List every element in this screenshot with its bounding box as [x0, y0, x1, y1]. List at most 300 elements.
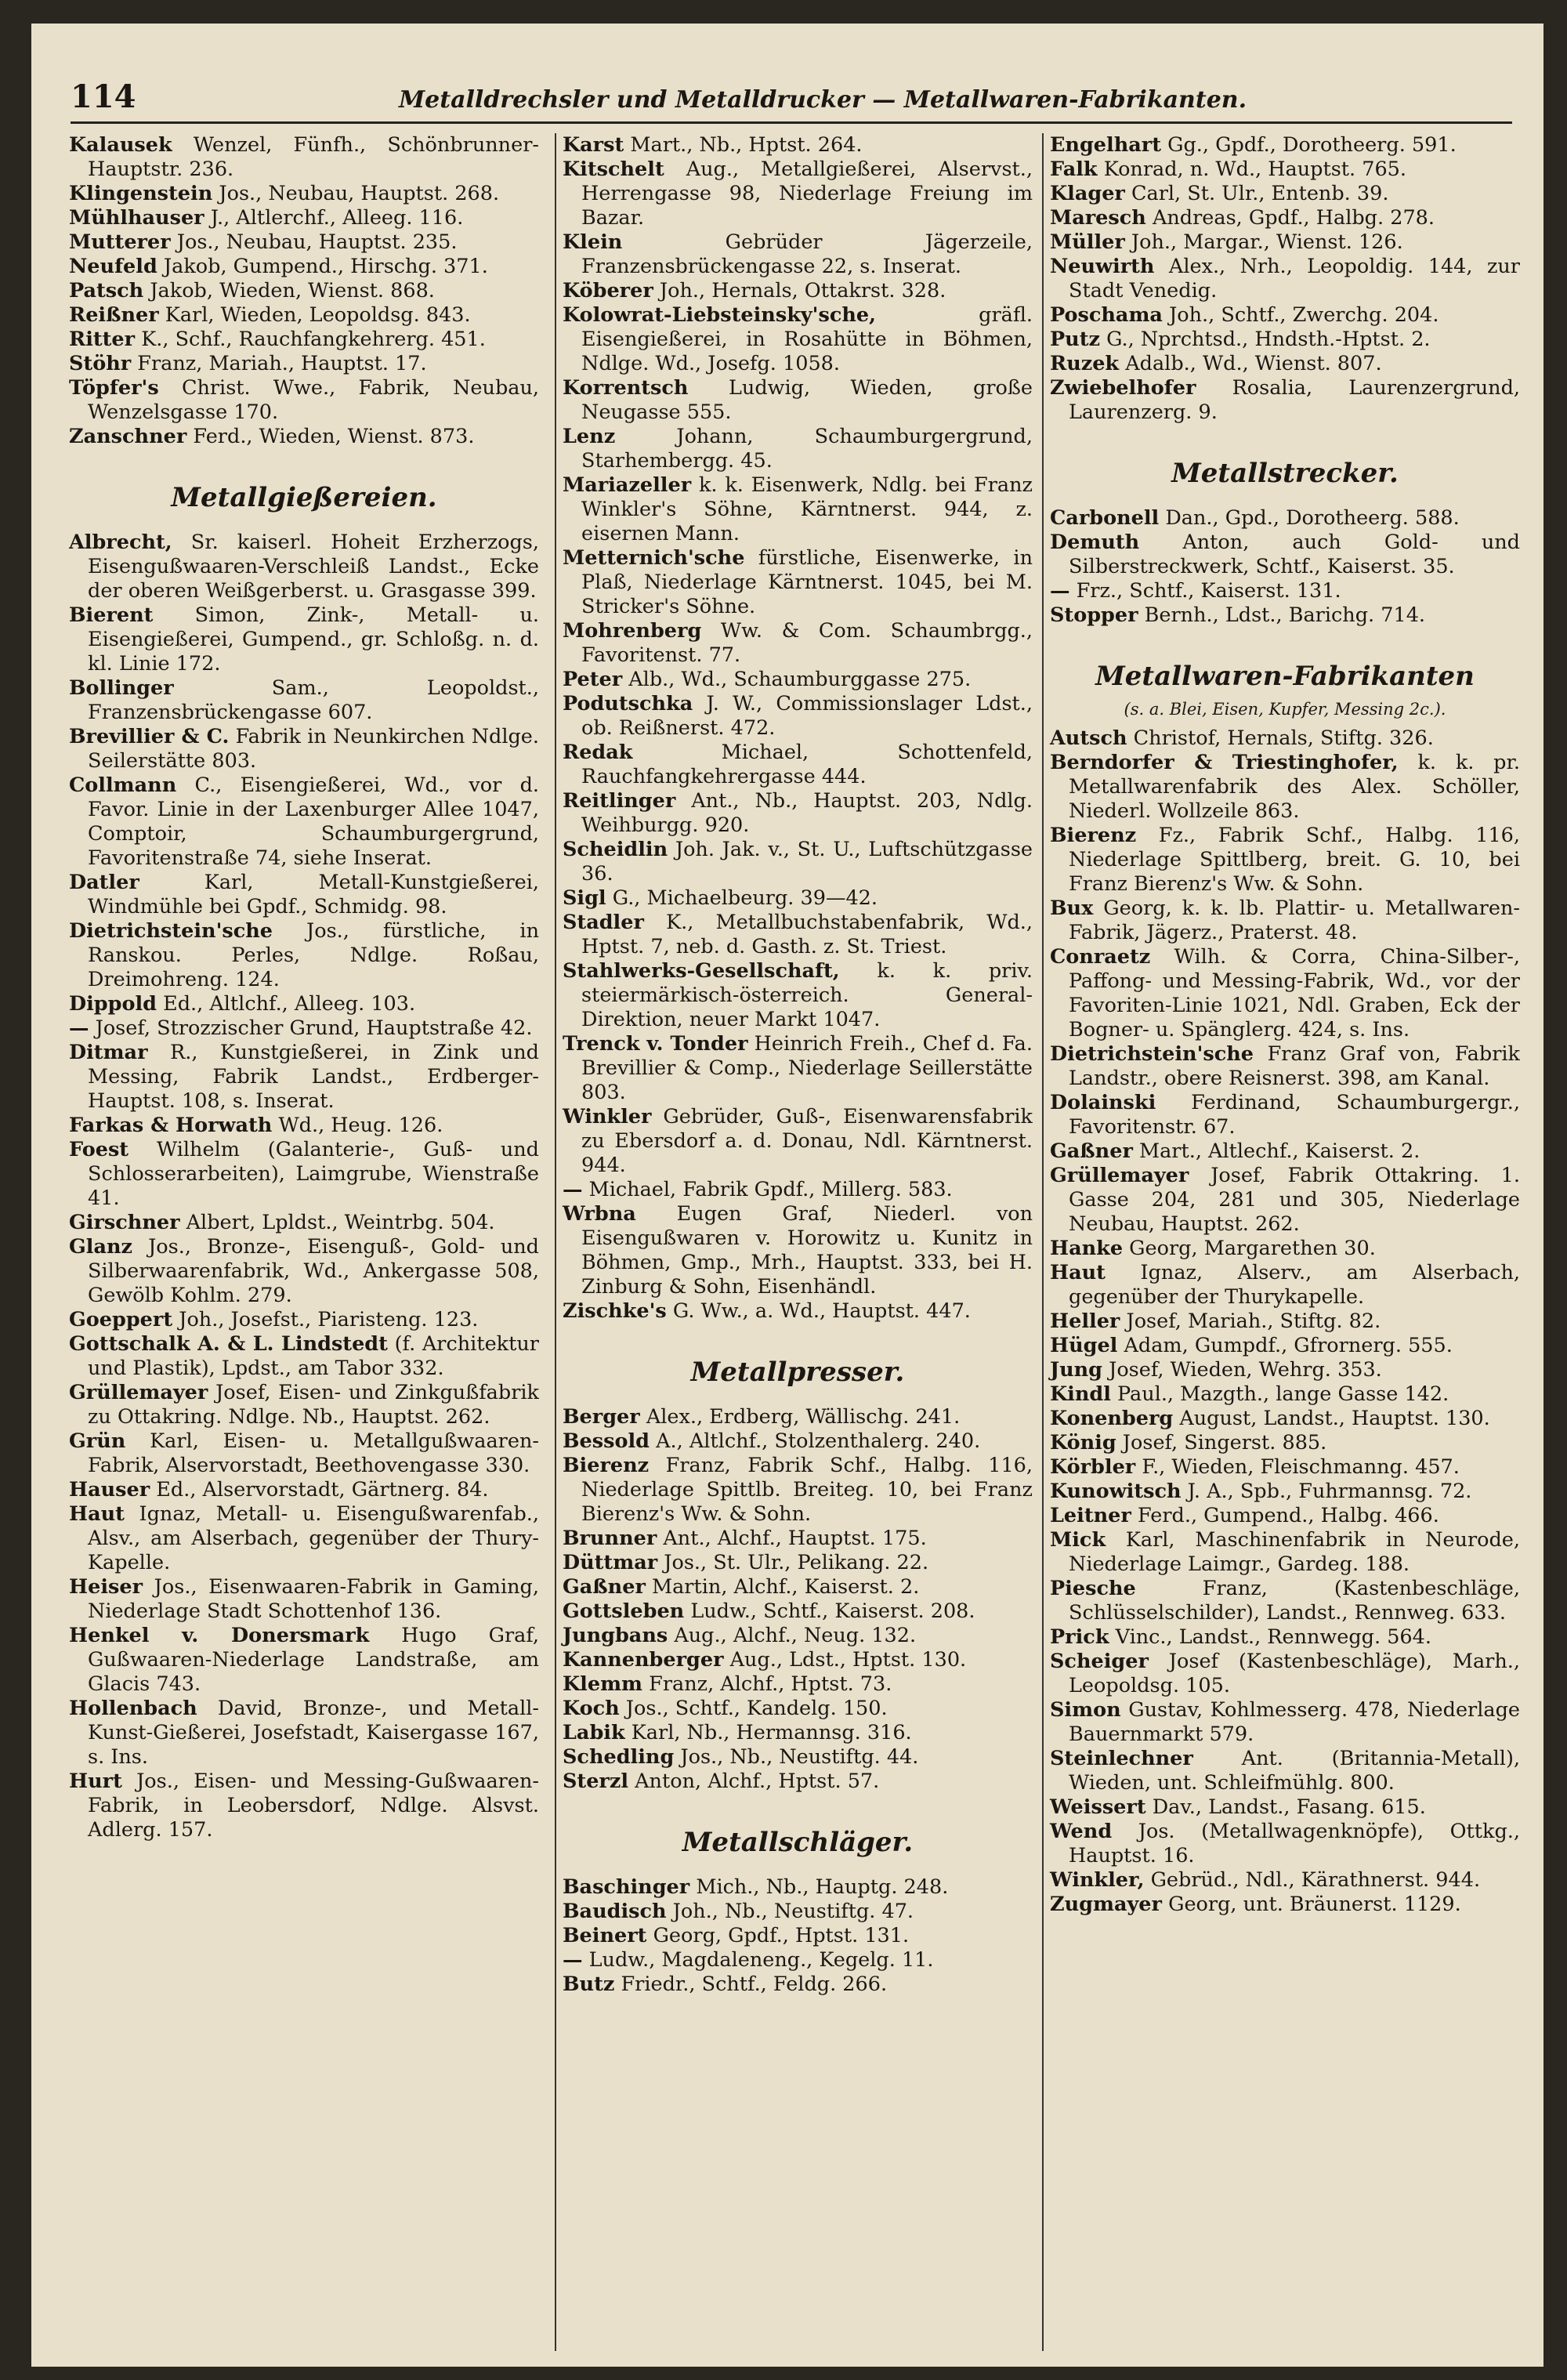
- directory-entry: [69, 182, 539, 206]
- entry-name: Winkler,: [1050, 1868, 1145, 1892]
- entry-name: Neuwirth: [1050, 255, 1155, 278]
- directory-entry: [1050, 352, 1520, 376]
- entry-name: Girschner: [69, 1211, 180, 1234]
- directory-entry: [1050, 182, 1520, 206]
- directory-entry: [69, 1697, 539, 1770]
- entry-name: Zugmayer: [1050, 1893, 1162, 1916]
- directory-entry: [69, 1429, 539, 1478]
- directory-entry: [563, 1575, 1033, 1599]
- entry-name: Conraetz: [1050, 945, 1151, 969]
- entry-name: Kannenberger: [563, 1648, 724, 1672]
- directory-entry: [69, 1624, 539, 1697]
- entry-details: Wd., Heug. 126.: [278, 1114, 443, 1137]
- entry-name: Metternich'sche: [563, 546, 745, 570]
- directory-entry: [69, 230, 539, 255]
- directory-entry: [1050, 1698, 1520, 1747]
- entry-name: Labik: [563, 1721, 625, 1744]
- directory-entry: [69, 919, 539, 992]
- entry-name: Hollenbach: [69, 1697, 197, 1720]
- directory-entry: [563, 1454, 1033, 1527]
- entry-details: Sr. kaiserl. Hoheit Erzherzogs, Eisengußwaaren-Verschleiß Landst., Ecke der oberen Weißgerberst. u. Grasgasse 399.: [88, 531, 539, 603]
- directory-entry: [1050, 255, 1520, 303]
- entry-name: Heiser: [69, 1575, 143, 1599]
- entry-details: Gebrüd., Ndl., Kärathnerst. 944.: [1150, 1868, 1481, 1892]
- entry-details: k. k. priv. steiermärkisch-österreich. General-Direktion, neuer Markt 1047.: [581, 959, 1033, 1031]
- entry-name: Podutschka: [563, 692, 693, 715]
- entry-details: Karl, Eisen- u. Metallgußwaaren-Fabrik, Alservorstadt, Beethovengasse 330.: [88, 1429, 539, 1477]
- entry-details: Ferdinand, Schaumburgergr., Favoritenstr. 67.: [1069, 1091, 1520, 1139]
- entry-details: Aug., Ldst., Hptst. 130.: [729, 1648, 967, 1672]
- directory-entry: [1050, 1650, 1520, 1698]
- directory-entry: [1050, 1528, 1520, 1577]
- entry-details: Franz, Mariah., Hauptst. 17.: [137, 352, 427, 375]
- entry-name: Butz: [563, 1972, 615, 1996]
- section-heading: Metallschläger.: [682, 1827, 914, 1858]
- directory-entry: [1050, 1868, 1520, 1893]
- entry-details: Alex., Nrh., Leopoldig. 144, zur Stadt Venedig.: [1069, 255, 1520, 302]
- entry-name: Stopper: [1050, 603, 1138, 627]
- directory-entry: [1050, 1310, 1520, 1334]
- directory-entry: [563, 1948, 1033, 1972]
- entry-name: Neufeld: [69, 255, 157, 278]
- entry-details: Andreas, Gpdf., Halbg. 278.: [1152, 206, 1435, 230]
- directory-entry: [1050, 376, 1520, 425]
- entry-details: Fz., Fabrik Schf., Halbg. 116, Niederlage Spittlberg, breit. G. 10, bei Franz Bierenz's Ww. & Sohn.: [1069, 824, 1520, 896]
- entry-name: Bux: [1050, 897, 1094, 920]
- directory-entry: [69, 1016, 539, 1041]
- entry-name: Hauser: [69, 1478, 150, 1502]
- entry-name: Prick: [1050, 1625, 1109, 1649]
- directory-entry: [69, 206, 539, 230]
- entry-name: Reißner: [69, 303, 159, 327]
- entry-details: Jos., Neubau, Hauptst. 268.: [219, 182, 500, 205]
- directory-entry: [1050, 1164, 1520, 1237]
- entry-name: Zanschner: [69, 425, 187, 448]
- entry-details: Joh., Josefst., Piaristeng. 123.: [179, 1308, 479, 1331]
- directory-entry: [1050, 206, 1520, 230]
- entry-details: Jos., Neubau, Hauptst. 235.: [176, 230, 458, 254]
- directory-entry: [1050, 726, 1520, 751]
- entry-name: Baschinger: [563, 1875, 690, 1899]
- entry-details: Bernh., Ldst., Barichg. 714.: [1144, 603, 1426, 627]
- entry-name: Falk: [1050, 158, 1098, 181]
- entry-details: Gebrüder Jägerzeile, Franzensbrückengasse 22, s. Inserat.: [581, 230, 1033, 278]
- directory-entry: [69, 279, 539, 303]
- directory-entry: [69, 425, 539, 449]
- directory-entry: [1050, 158, 1520, 182]
- entry-details: Joh., Schtf., Zwerchg. 204.: [1169, 303, 1439, 327]
- directory-entry: [563, 546, 1033, 619]
- entry-name: Engelhart: [1050, 133, 1161, 157]
- entry-details: Ant., Alchf., Hauptst. 175.: [663, 1527, 927, 1550]
- entry-name: Baudisch: [563, 1900, 667, 1923]
- directory-entry: [69, 1235, 539, 1308]
- entry-details: Konrad, n. Wd., Hauptst. 765.: [1103, 158, 1407, 181]
- entry-name: Töpfer's: [69, 376, 159, 400]
- entry-details: Jakob, Gumpend., Hirschg. 371.: [163, 255, 488, 278]
- directory-entry: [563, 1900, 1033, 1924]
- entry-name: Mutterer: [69, 230, 171, 254]
- entry-name: Jung: [1050, 1358, 1102, 1382]
- entry-name: Klager: [1050, 182, 1125, 205]
- entry-details: Franz Graf von, Fabrik Landstr., obere Reisnerst. 398, am Kanal.: [1069, 1042, 1520, 1090]
- directory-entry: [1050, 945, 1520, 1042]
- directory-entry: [563, 1770, 1033, 1794]
- entry-details: Carl, St. Ulr., Entenb. 39.: [1131, 182, 1389, 205]
- entry-name: Sterzl: [563, 1770, 629, 1793]
- entry-name: Wrbna: [563, 1202, 636, 1226]
- section-heading: Metallstrecker.: [1171, 458, 1399, 489]
- column-2: [555, 133, 1033, 2351]
- entry-details: Frz., Schtf., Kaiserst. 131.: [1076, 579, 1341, 603]
- directory-entry: [563, 1032, 1033, 1105]
- directory-entry: [69, 871, 539, 919]
- entry-details: Dav., Landst., Fasang. 615.: [1152, 1795, 1426, 1819]
- directory-entry: [563, 668, 1033, 692]
- directory-entry: [563, 1178, 1033, 1202]
- entry-name: Haut: [1050, 1261, 1106, 1284]
- entry-details: Ww. & Com. Schaumbrgg., Favoritenst. 77.: [581, 619, 1033, 667]
- entry-name: Albrecht,: [69, 531, 172, 554]
- entry-name: Dippold: [69, 992, 157, 1016]
- directory-entry: [1050, 531, 1520, 579]
- directory-entry: [563, 959, 1033, 1032]
- entry-details: Ed., Alservorstadt, Gärtnerg. 84.: [156, 1478, 489, 1502]
- entry-details: Anton, auch Gold- und Silberstreckwerk, Schtf., Kaiserst. 35.: [1069, 531, 1520, 578]
- entry-name: Schedling: [563, 1745, 675, 1769]
- entry-name: Klingenstein: [69, 182, 213, 205]
- entry-name: Trenck v. Tonder: [563, 1032, 748, 1056]
- entry-name: —: [69, 1016, 89, 1040]
- entry-name: Brevillier & C.: [69, 725, 230, 748]
- directory-entry: [563, 1648, 1033, 1672]
- directory-entry: [1050, 230, 1520, 255]
- entry-details: Ferd., Wieden, Wienst. 873.: [193, 425, 475, 448]
- entry-details: Ed., Altlchf., Alleeg. 103.: [163, 992, 416, 1016]
- directory-entry: [1050, 1747, 1520, 1795]
- directory-entry: [563, 1972, 1033, 1997]
- directory-entry: [563, 741, 1033, 789]
- entry-name: Klein: [563, 230, 623, 254]
- directory-entry: [1050, 1577, 1520, 1625]
- directory-entry: [563, 1924, 1033, 1948]
- entry-details: Joh., Hernals, Ottakrst. 328.: [659, 279, 946, 302]
- directory-entry: [563, 1624, 1033, 1648]
- entry-name: Berndorfer & Triestinghofer,: [1050, 751, 1399, 774]
- entry-details: Hugo Graf, Gußwaaren-Niederlage Landstraße, am Glacis 743.: [88, 1624, 539, 1696]
- entry-name: Simon: [1050, 1698, 1121, 1722]
- directory-entry: [69, 1308, 539, 1332]
- column-3: [1042, 133, 1520, 2351]
- directory-entry: [1050, 1893, 1520, 1917]
- entry-name: Goeppert: [69, 1308, 173, 1331]
- entry-details: Karl, Maschinenfabrik in Neurode, Niederlage Laimgr., Gardeg. 188.: [1069, 1528, 1520, 1576]
- entry-name: Dolainski: [1050, 1091, 1156, 1114]
- entry-details: Jos. (Metallwagenknöpfe), Ottkg., Hauptst. 16.: [1069, 1820, 1520, 1867]
- section-heading: Metallgießereien.: [171, 482, 437, 513]
- entry-name: Grün: [69, 1429, 126, 1453]
- directory-entry: [1050, 506, 1520, 531]
- directory-entry: [563, 1599, 1033, 1624]
- directory-entry: [1050, 1358, 1520, 1382]
- entry-details: Karl, Metall-Kunstgießerei, Windmühle bei Gpdf., Schmidg. 98.: [88, 871, 539, 918]
- entry-details: Aug., Metallgießerei, Alservst., Herrengasse 98, Niederlage Freiung im Bazar.: [581, 158, 1033, 230]
- directory-entry: [1050, 1042, 1520, 1091]
- directory-entry: [69, 1138, 539, 1211]
- directory-entry: [69, 531, 539, 603]
- entry-name: Hügel: [1050, 1334, 1118, 1357]
- entry-name: Müller: [1050, 230, 1125, 254]
- entry-name: Mühlhauser: [69, 206, 204, 230]
- directory-entry: [563, 1202, 1033, 1299]
- entry-details: R., Kunstgießerei, in Zink und Messing, Fabrik Landst., Erdberger-Hauptst. 108, s. Inserat.: [88, 1041, 539, 1113]
- entry-name: Beinert: [563, 1924, 647, 1947]
- directory-entry: [1050, 1504, 1520, 1528]
- directory-entry: [563, 1745, 1033, 1770]
- entry-name: Bierent: [69, 603, 154, 627]
- entry-name: Düttmar: [563, 1551, 658, 1574]
- entry-name: Mick: [1050, 1528, 1106, 1552]
- directory-entry: [1050, 579, 1520, 603]
- page-header: [71, 67, 1512, 124]
- directory-entry: [563, 1721, 1033, 1745]
- entry-details: Jos., St. Ulr., Pelikang. 22.: [664, 1551, 929, 1574]
- directory-entry: [563, 425, 1033, 473]
- entry-details: Michael, Fabrik Gpdf., Millerg. 583.: [588, 1178, 953, 1201]
- directory-entry: [69, 1114, 539, 1138]
- entry-details: J. A., Spb., Fuhrmannsg. 72.: [1187, 1480, 1472, 1503]
- entry-name: Bierenz: [1050, 824, 1137, 847]
- entry-details: Jos., fürstliche, in Ranskou. Perles, Ndlge. Roßau, Dreimohreng. 124.: [88, 919, 539, 991]
- entry-name: —: [563, 1948, 583, 1972]
- section-note: (s. a. Blei, Eisen, Kupfer, Messing 2c.).: [1124, 700, 1446, 719]
- running-head: Metalldrechsler und Metalldrucker — Metallwaren-Fabrikanten.: [398, 86, 1247, 114]
- directory-entry: [69, 352, 539, 376]
- entry-details: Josef (Kastenbeschläge), Marh., Leopoldsg. 105.: [1069, 1650, 1520, 1697]
- entry-details: Georg, unt. Bräunerst. 1129.: [1168, 1893, 1461, 1916]
- entry-details: Christ. Wwe., Fabrik, Neubau, Wenzelsgasse 170.: [88, 376, 539, 424]
- entry-name: Heller: [1050, 1310, 1120, 1333]
- entry-name: Stöhr: [69, 352, 132, 375]
- entry-name: Jungbans: [563, 1624, 668, 1647]
- entry-name: Dietrichstein'sche: [1050, 1042, 1254, 1066]
- directory-entry: [563, 1405, 1033, 1429]
- section-heading: Metallwaren-Fabrikanten: [1095, 661, 1475, 692]
- entry-details: gräfl. Eisengießerei, in Rosahütte in Böhmen, Ndlge. Wd., Josefg. 1058.: [581, 303, 1033, 375]
- directory-entry: [69, 303, 539, 328]
- entry-details: Fabrik in Neunkirchen Ndlge. Seilerstätte 803.: [88, 725, 539, 773]
- entry-details: Karl, Nb., Hermannsg. 316.: [631, 1721, 912, 1744]
- entry-name: Farkas & Horwath: [69, 1114, 273, 1137]
- entry-details: Rosalia, Laurenzergrund, Laurenzerg. 9.: [1069, 376, 1520, 424]
- entry-details: Ignaz, Metall- u. Eisengußwarenfab., Alsv., am Alserbach, gegenüber der Thury-Kapelle.: [88, 1502, 539, 1574]
- entry-details: Adam, Gumpdf., Gfrornerg. 555.: [1124, 1334, 1453, 1357]
- directory-entry: [1050, 1407, 1520, 1431]
- entry-details: Georg, Margarethen 30.: [1129, 1237, 1376, 1260]
- entry-name: Brunner: [563, 1527, 657, 1550]
- entry-name: Henkel v. Donersmark: [69, 1624, 370, 1647]
- entry-details: Ludw., Magdaleneng., Kegelg. 11.: [588, 1948, 934, 1972]
- entry-name: Wend: [1050, 1820, 1113, 1843]
- entry-details: F., Wieden, Fleischmanng. 457.: [1142, 1455, 1460, 1479]
- entry-name: Autsch: [1050, 726, 1127, 750]
- entry-details: A., Altlchf., Stolzenthalerg. 240.: [656, 1429, 981, 1453]
- directory-entry: [563, 133, 1033, 158]
- entry-details: G. Ww., a. Wd., Hauptst. 447.: [672, 1299, 971, 1323]
- directory-entry: [1050, 1237, 1520, 1261]
- directory-entry: [69, 992, 539, 1016]
- entry-details: Ferd., Gumpend., Halbg. 466.: [1137, 1504, 1439, 1527]
- entry-name: Leitner: [1050, 1504, 1131, 1527]
- entry-name: Koch: [563, 1697, 620, 1720]
- entry-details: Ludwig, Wieden, große Neugasse 555.: [581, 376, 1033, 424]
- entry-name: Hurt: [69, 1770, 122, 1793]
- directory-entry: [69, 1381, 539, 1429]
- entry-details: Jos., Bronze-, Eisenguß-, Gold- und Silberwaarenfabrik, Wd., Ankergasse 508, Gewölb Kohlm. 279.: [88, 1235, 539, 1307]
- entry-name: Gottsleben: [563, 1599, 685, 1623]
- entry-details: Simon, Zink-, Metall- u. Eisengießerei, Gumpend., gr. Schloßg. n. d. kl. Linie 172.: [88, 603, 539, 676]
- entry-details: (f. Architektur und Plastik), Lpdst., am Tabor 332.: [88, 1332, 539, 1380]
- entry-name: Piesche: [1050, 1577, 1136, 1600]
- entry-name: Bollinger: [69, 676, 174, 700]
- directory-entry: [1050, 303, 1520, 328]
- directory-entry: [1050, 1334, 1520, 1358]
- entry-details: Jos., Eisenwaaren-Fabrik in Gaming, Niederlage Stadt Schottenhof 136.: [88, 1575, 539, 1623]
- entry-name: Korrentsch: [563, 376, 689, 400]
- entry-name: Haut: [69, 1502, 125, 1526]
- entry-details: Wenzel, Fünfh., Schönbrunner-Hauptstr. 236.: [88, 133, 539, 181]
- entry-details: Vinc., Landst., Rennwegg. 564.: [1115, 1625, 1431, 1649]
- directory-entry: [563, 303, 1033, 376]
- entry-name: Stadler: [563, 911, 644, 934]
- entry-details: David, Bronze-, und Metall-Kunst-Gießerei, Josefstadt, Kaisergasse 167, s. Ins.: [88, 1697, 539, 1769]
- directory-entry: [563, 1105, 1033, 1178]
- directory-entry: [1050, 1795, 1520, 1820]
- entry-name: Foest: [69, 1138, 129, 1161]
- entry-details: Alb., Wd., Schaumburggasse 275.: [628, 668, 972, 691]
- entry-details: Joh., Nb., Neustiftg. 47.: [672, 1900, 914, 1923]
- entry-name: Gottschalk A. & L. Lindstedt: [69, 1332, 388, 1356]
- entry-name: Sigl: [563, 886, 606, 910]
- entry-name: Stahlwerks-Gesellschaft,: [563, 959, 840, 983]
- entry-name: Körbler: [1050, 1455, 1136, 1479]
- directory-entry: [1050, 1139, 1520, 1164]
- directory-entry: [69, 773, 539, 871]
- entry-name: Köberer: [563, 279, 653, 302]
- entry-details: Mich., Nb., Hauptg. 248.: [696, 1875, 949, 1899]
- column-1: [69, 133, 539, 2351]
- entry-name: Zischke's: [563, 1299, 667, 1323]
- entry-details: Franz, Fabrik Schf., Halbg. 116, Niederlage Spittlb. Breiteg. 10, bei Franz Bierenz's Ww. & Sohn.: [581, 1454, 1033, 1526]
- entry-details: J. W., Commissionslager Ldst., ob. Reißnerst. 472.: [581, 692, 1033, 740]
- directory-entry: [69, 255, 539, 279]
- entry-details: Aug., Alchf., Neug. 132.: [674, 1624, 917, 1647]
- directory-entry: [563, 376, 1033, 425]
- entry-details: G., Nprchtsd., Hndsth.-Hptst. 2.: [1106, 328, 1431, 351]
- entry-name: Hanke: [1050, 1237, 1124, 1260]
- entry-details: Georg, k. k. lb. Plattir- u. Metallwaren-Fabrik, Jägerz., Praterst. 48.: [1069, 897, 1520, 944]
- directory-entry: [1050, 603, 1520, 628]
- directory-entry: [1050, 1480, 1520, 1504]
- entry-details: Josef, Strozzischer Grund, Hauptstraße 42.: [95, 1016, 533, 1040]
- entry-details: Mart., Altlechf., Kaiserst. 2.: [1138, 1139, 1420, 1163]
- entry-name: Ritter: [69, 328, 136, 351]
- entry-details: Gebrüder, Guß-, Eisenwarensfabrik zu Ebersdorf a. d. Donau, Ndl. Kärntnerst. 944.: [581, 1105, 1033, 1177]
- directory-entry: [563, 473, 1033, 546]
- entry-name: Kalausek: [69, 133, 172, 157]
- entry-name: Grüllemayer: [69, 1381, 208, 1404]
- entry-name: Datler: [69, 871, 139, 894]
- directory-entry: [563, 619, 1033, 668]
- entry-details: Sam., Leopoldst., Franzensbrückengasse 607.: [88, 676, 539, 724]
- entry-details: Johann, Schaumburgergrund, Starhembergg. 45.: [581, 425, 1033, 473]
- entry-details: J., Altlerchf., Alleeg. 116.: [210, 206, 464, 230]
- directory-entry: [563, 1875, 1033, 1900]
- entry-name: Kindl: [1050, 1382, 1111, 1406]
- entry-details: Friedr., Schtf., Feldg. 266.: [621, 1972, 888, 1996]
- entry-details: Albert, Lpldst., Weintrbg. 504.: [186, 1211, 495, 1234]
- directory-entry: [69, 1502, 539, 1575]
- entry-details: Joh., Margar., Wienst. 126.: [1131, 230, 1403, 254]
- entry-details: August, Landst., Hauptst. 130.: [1179, 1407, 1490, 1430]
- directory-entry: [563, 1527, 1033, 1551]
- directory-entry: [563, 1551, 1033, 1575]
- directory-entry: [69, 676, 539, 725]
- directory-page: [31, 24, 1543, 2367]
- directory-entry: [69, 328, 539, 352]
- directory-entry: [69, 376, 539, 425]
- entry-name: Winkler: [563, 1105, 652, 1128]
- entry-name: Konenberg: [1050, 1407, 1174, 1430]
- directory-entry: [563, 789, 1033, 838]
- entry-details: Anton, Alchf., Hptst. 57.: [635, 1770, 880, 1793]
- entry-name: Peter: [563, 668, 623, 691]
- entry-name: Weissert: [1050, 1795, 1146, 1819]
- directory-entry: [69, 1211, 539, 1235]
- directory-entry: [1050, 1455, 1520, 1480]
- entry-name: Demuth: [1050, 531, 1140, 554]
- entry-details: Heinrich Freih., Chef d. Fa. Brevillier & Comp., Niederlage Seillerstätte 803.: [581, 1032, 1033, 1104]
- entry-name: Kolowrat-Liebsteinsky'sche,: [563, 303, 877, 327]
- directory-entry: [69, 1478, 539, 1502]
- entry-details: fürstliche, Eisenwerke, in Plaß, Niederlage Kärntnerst. 1045, bei M. Stricker's Söhne.: [581, 546, 1033, 618]
- directory-entry: [563, 692, 1033, 741]
- entry-details: Ignaz, Alserv., am Alserbach, gegenüber der Thurykapelle.: [1069, 1261, 1520, 1309]
- entry-details: Alex., Erdberg, Wällischg. 241.: [646, 1405, 961, 1429]
- directory-entry: [1050, 1382, 1520, 1407]
- directory-entry: [1050, 1091, 1520, 1139]
- entry-details: Franz, Alchf., Hptst. 73.: [649, 1672, 892, 1696]
- entry-details: Josef, Wieden, Wehrg. 353.: [1109, 1358, 1382, 1382]
- entry-details: Franz, (Kastenbeschläge, Schlüsselschilder), Landst., Rennweg. 633.: [1069, 1577, 1520, 1625]
- entry-details: Josef, Eisen- und Zinkgußfabrik zu Ottakring. Ndlge. Nb., Hauptst. 262.: [88, 1381, 539, 1429]
- entry-details: Josef, Fabrik Ottakring. 1. Gasse 204, 281 und 305, Niederlage Neubau, Hauptst. 262.: [1069, 1164, 1520, 1236]
- entry-name: Bierenz: [563, 1454, 650, 1477]
- entry-details: Martin, Alchf., Kaiserst. 2.: [651, 1575, 920, 1599]
- entry-name: Carbonell: [1050, 506, 1160, 530]
- directory-entry: [69, 1770, 539, 1842]
- entry-details: Michael, Schottenfeld, Rauchfangkehrergasse 444.: [581, 741, 1033, 788]
- entry-details: k. k. Eisenwerk, Ndlg. bei Franz Winkler's Söhne, Kärntnerst. 944, z. eisernen Mann.: [581, 473, 1033, 545]
- directory-entry: [1050, 751, 1520, 824]
- directory-entry: [1050, 1261, 1520, 1310]
- entry-details: Gustav, Kohlmesserg. 478, Niederlage Bauernmarkt 579.: [1069, 1698, 1520, 1746]
- entry-name: Karst: [563, 133, 624, 157]
- entry-name: Kitschelt: [563, 158, 664, 181]
- entry-name: Glanz: [69, 1235, 133, 1259]
- directory-entry: [1050, 1431, 1520, 1455]
- entry-name: Patsch: [69, 279, 144, 302]
